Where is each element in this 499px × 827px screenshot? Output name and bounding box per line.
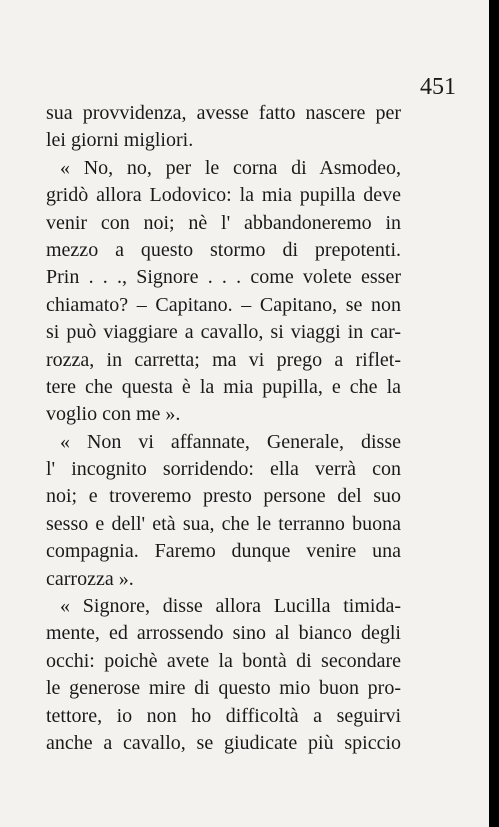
text-line: le generose mire di questo mio buon pro- [46, 677, 401, 700]
text-line: « Non vi affannate, Generale, disse [60, 430, 401, 453]
text-line: Prin . . ., Signore . . . come volete esser [46, 266, 401, 289]
text-line: venir con noi; nè l' abbandoneremo in [46, 211, 401, 234]
text-line: anche a cavallo, se giudicate più spiccio [46, 731, 401, 754]
text-line: « No, no, per le corna di Asmodeo, [60, 156, 401, 179]
text-line: lei giorni migliori. [46, 129, 194, 152]
text-line: chiamato? – Capitano. – Capitano, se non [46, 293, 401, 316]
text-line: rozza, in carretta; ma vi prego a riflet- [46, 348, 401, 371]
text-line: voglio con me ». [46, 403, 181, 426]
text-line: mente, ed arrossendo sino al bianco degli [46, 622, 401, 645]
page-number: 451 [420, 74, 456, 100]
text-line: mezzo a questo stormo di prepotenti. [46, 238, 401, 261]
body-text [46, 100, 401, 757]
text-line: tere che questa è la mia pupilla, e che la [46, 375, 401, 398]
text-line: occhi: poichè avete la bontà di secondare [46, 649, 401, 672]
text-line: l' incognito sorridendo: ella verrà con [46, 458, 401, 481]
text-line: carrozza ». [46, 567, 134, 590]
text-line: noi; e troveremo presto persone del suo [46, 485, 401, 508]
text-line: si può viaggiare a cavallo, si viaggi in car- [46, 321, 401, 344]
text-line: compagnia. Faremo dunque venire una [46, 540, 401, 563]
text-line: tettore, io non ho difficoltà a seguirvi [46, 704, 401, 727]
text-line: gridò allora Lodovico: la mia pupilla deve [46, 184, 401, 207]
text-line: sua provvidenza, avesse fatto nascere per [46, 102, 401, 124]
text-line: sesso e dell' età sua, che le terranno buona [46, 512, 401, 535]
text-line: « Signore, disse allora Lucilla timida- [60, 595, 401, 618]
